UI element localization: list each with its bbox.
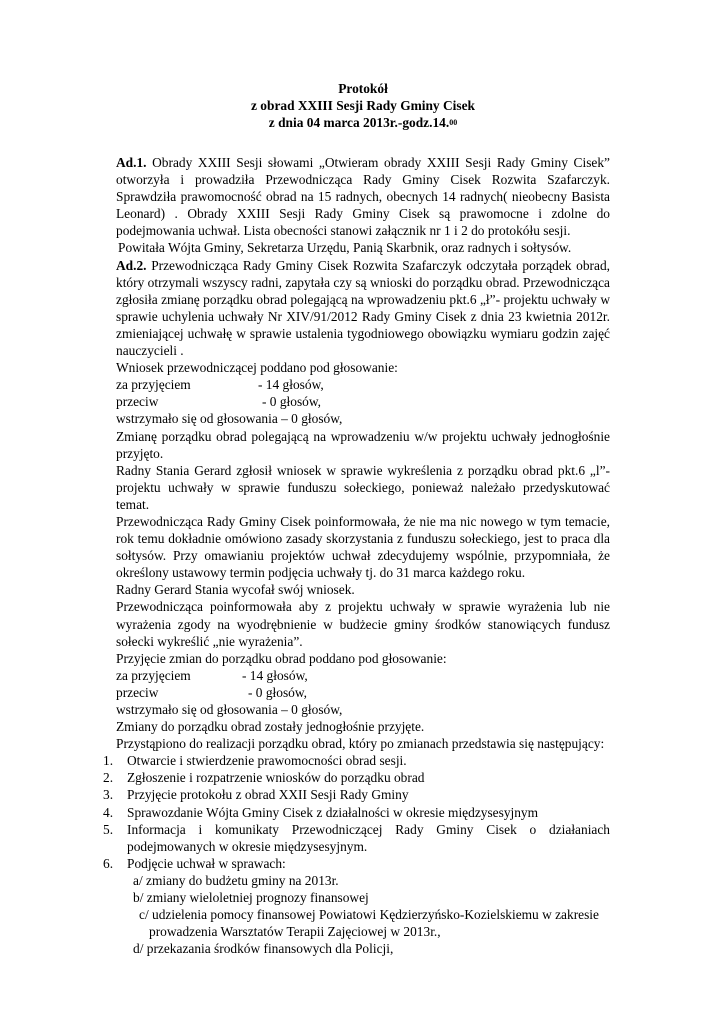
agenda-item xyxy=(103,769,610,786)
vote2-for-row xyxy=(116,667,610,684)
agenda-item-text: Zgłoszenie i rozpatrzenie wniosków do porządku obrad xyxy=(127,770,425,786)
ad2-label: Ad.2. xyxy=(116,257,147,273)
vote1-intro: Wniosek przewodniczącej poddano pod głosowanie: xyxy=(116,360,398,376)
agenda-item xyxy=(103,821,610,855)
ad1-label: Ad.1. xyxy=(116,155,147,170)
agenda-intro: Przystąpiono do realizacji porządku obrad, który po zmianach przedstawia się następujący: xyxy=(116,736,605,752)
sub-item-b: b/ zmiany wieloletniej prognozy finansowej xyxy=(133,890,369,906)
agenda-list xyxy=(103,752,610,872)
vote1-against-value: - 0 głosów, xyxy=(262,394,322,410)
vote1-for-row xyxy=(116,376,610,393)
agenda-item xyxy=(103,786,610,803)
sub-item-d: d/ przekazania środków finansowych dla Policji, xyxy=(133,941,394,957)
agenda-item-number: 6. xyxy=(103,855,114,871)
title-hour-superscript: 00 xyxy=(449,118,458,127)
ad2-paragraph xyxy=(116,257,610,360)
agenda-item-number: 4. xyxy=(103,804,114,820)
title-line-1: Protokół xyxy=(338,81,388,96)
title-line-2: z obrad XXIII Sesji Rady Gminy Cisek xyxy=(251,98,475,113)
vote2-intro: Przyjęcie zmian do porządku obrad poddano pod głosowanie: xyxy=(116,650,447,666)
agenda-item-number: 2. xyxy=(103,770,114,786)
vote2-for-value: - 14 głosów, xyxy=(242,667,308,683)
title-line-3 xyxy=(116,114,610,133)
agenda-item-number: 1. xyxy=(103,753,114,769)
sub-item-a: a/ zmiany do budżetu gminy na 2013r. xyxy=(133,872,339,888)
vote1-against-row xyxy=(116,393,610,410)
agenda-item-number: 3. xyxy=(103,787,114,803)
vote1-for-value: - 14 głosów, xyxy=(258,377,324,393)
document-page xyxy=(103,80,610,957)
title-date: z dnia 04 marca 2013r.-godz.14. xyxy=(268,115,450,130)
agenda-item-text: Informacja i komunikaty Przewodniczącej Rady Gminy Cisek o działaniach podejmowanych w okresie międzysesyjnym. xyxy=(127,821,610,854)
ad2-text: Przewodnicząca Rady Gminy Cisek Rozwita Szafarczyk odczytała porządek obrad, który otrzymali wszyscy radni, zapytała czy są wnioski do porządku obrad. Przewodnicząca zgłosiła zmianę porządku obrad polegającą na wprowadzeniu pkt.6 „ł”- projektu uchwały w sprawie uchylenia uchwały Nr XIV/91/2012 Rady Gminy Cisek z dnia 23 kwietnia 2012r. zmieniającej uchwałę w sprawie ustalenia tygodniowego obowiązku wymiaru godzin zajęć nauczycieli . xyxy=(116,257,610,359)
vote2-against-value: - 0 głosów, xyxy=(248,684,308,700)
sub-item-c-continued: prowadzenia Warsztatów Terapii Zajęciowej w 2013r., xyxy=(149,924,441,940)
vote1-against-label: przeciw xyxy=(116,394,159,410)
vote1-for-label: za przyjęciem xyxy=(116,377,191,393)
chair-info: Przewodnicząca Rady Gminy Cisek poinformowała, że nie ma nic nowego w tym temacie, rok temu dokładnie omówiono zasady skorzystania z funduszu sołeckiego, jest to praca dla sołtysów. Przy omawianiu projektów uchwał zdecydujemy wspólnie, przypomniała, że określony ustawowy termin podjęcia uchwały tj. do 31 marca każdego roku. xyxy=(116,513,610,581)
vote2-for-label: za przyjęciem xyxy=(116,667,191,683)
sub-item-c: c/ udzielenia pomocy finansowej Powiatowi Kędzierzyńsko-Kozielskiemu w zakresie xyxy=(139,907,599,923)
agenda-item-text: Przyjęcie protokołu z obrad XXII Sesji Rady Gminy xyxy=(127,787,409,803)
agenda-item-text: Podjęcie uchwał w sprawach: xyxy=(127,855,286,871)
vote1-abstain: wstrzymało się od głosowania – 0 głosów, xyxy=(116,411,343,427)
agenda-item xyxy=(103,855,610,872)
document-title xyxy=(116,80,610,133)
vote2-abstain: wstrzymało się od głosowania – 0 głosów, xyxy=(116,702,343,717)
agenda-item-number: 5. xyxy=(103,821,114,837)
stania-motion: Radny Stania Gerard zgłosił wniosek w sprawie wykreślenia z porządku obrad pkt.6 „l”- projektu uchwały w sprawie funduszu sołeckiego, ponieważ należało przedyskutować temat. xyxy=(116,462,610,512)
vote2-result: Zmiany do porządku obrad zostały jednogłośnie przyjęte. xyxy=(116,719,425,735)
agenda-item xyxy=(103,804,610,821)
ad1-text: Obrady XXIII Sesji słowami „Otwieram obrady XXIII Sesji Rady Gminy Cisek” otworzyła i prowadziła Przewodnicząca Rady Gminy Cisek Rozwita Szafarczyk. Sprawdziła prawomocność obrad na 15 radnych, obecnych 14 radnych( nieobecny Basista Leonard) . Obrady XXIII Sesji Rady Gminy Cisek są prawomocne i zdolne do podejmowania uchwał. Lista obecności stanowi załącznik nr 1 i 2 do protokółu sesji. xyxy=(116,155,610,239)
vote2-against-label: przeciw xyxy=(116,684,159,700)
motion-withdrawn: Radny Gerard Stania wycofał swój wniosek. xyxy=(116,582,355,598)
agenda-item-text: Sprawozdanie Wójta Gminy Cisek z działalności w okresie międzysesyjnym xyxy=(127,804,539,820)
chair-info-2: Przewodnicząca poinformowała aby z projektu uchwały w sprawie wyrażenia lub nie wyrażenia zgody na wyodrębnienie w budżecie gminy środków stanowiących fundusz sołecki wykreślić „nie wyrażenia”. xyxy=(116,599,610,649)
agenda-item xyxy=(103,752,610,769)
vote1-result: Zmianę porządku obrad polegającą na wprowadzeniu w/w projektu uchwały jednogłośnie przyjęto. xyxy=(116,428,610,461)
ad1-paragraph xyxy=(116,154,610,239)
agenda-item-text: Otwarcie i stwierdzenie prawomocności obrad sesji. xyxy=(127,753,407,769)
vote2-against-row xyxy=(116,684,610,701)
ad1-greeting: Powitała Wójta Gminy, Sekretarza Urzędu, Panią Skarbnik, oraz radnych i sołtysów. xyxy=(118,240,572,256)
